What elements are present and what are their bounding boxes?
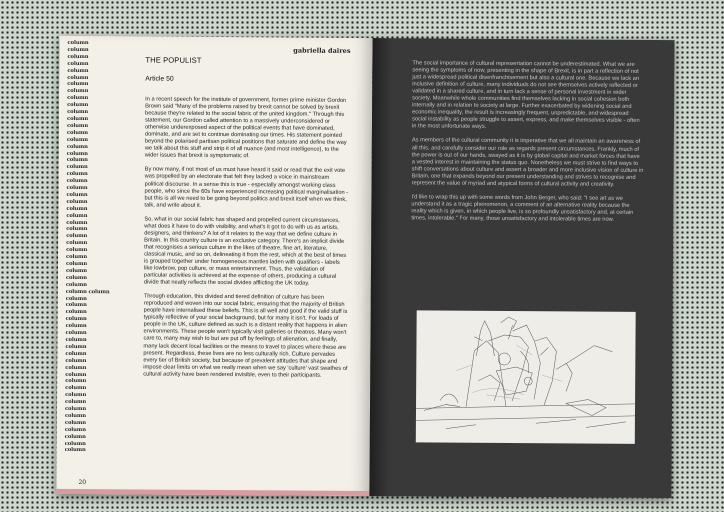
column-word: column	[67, 60, 89, 67]
column-word: column	[66, 136, 88, 143]
column-word: column	[66, 240, 88, 247]
column-word: column	[66, 164, 88, 171]
paragraph: The social importance of cultural representation cannot be underestimated. What we are seeing the symptoms of now, presenting in the shape of Brexit, is in part a reflection of not just a widespread political disenfranchisement but also a cultural one. Because we lack an inclusive definition of culture, many individuals do not see themselves actively reflected or validated in a shared culture, and in turn lack a sense of personal investment in wider society. Meanwhile whole communities find themselves lacking in social cohesion both internally and in relation to society at large. Further exacerbated by widening social and economic inequality, the result is increasingly frequent, unpredictable, and widespread social instability as people struggle to assert, express, and make themselves visible - often in the most unfortunate ways.	[411, 60, 640, 131]
column-word: column	[65, 378, 87, 385]
article-subtitle: Article 50	[145, 75, 174, 83]
magazine-spread	[56, 36, 674, 498]
column-word: column	[66, 226, 88, 233]
column-word: column	[67, 53, 89, 60]
column-word: column	[65, 295, 87, 302]
paragraph: So, what in our social fabric has shaped and propelled current circumstances, what does it have to do with visibility, and what's it got to do with us as artists, designers, and thinkers? A lot of it relates to the way that we define culture in Britain. In this country culture is an exclusive category. There's an implicit divide that recognises a serious culture in the likes of theatre, fine art, literature, classical music, and so on, delineating it from the rest, which at the best of times is grouped together under homogeneous mantles laden with qualifiers - labels like lowbrow, pop culture, or mass entertainment. Thus, the validation of particular activities is achieved at the expense of others, producing a cultural divide that neatly reflects the social divides afflicting the UK today.	[143, 216, 347, 287]
column-word: column	[66, 150, 88, 157]
paragraph: By now many, if not most of us must have heard it said or read that the exit vote was propelled by an electorate that felt they lacked a voice in mainstream political discourse. In a sense this is true - especially amongst working class people, who since the 60s have experienced increasing political marginalisation - but this is all we need to be going beyond politics and brexit itself when we think, talk, and write about it.	[144, 166, 349, 209]
paragraph: In a recent speech for the institute of government, former prime minister Gordon Brown said "Many of the problems raised by brexit cannot be solved by brexit because they're related to the social fabric of the united kingdom." Through this statement, our Gordon called attention to a massively underconsidered or otherwise underexposed aspect of the political events that have dominated, dominate, and are set to continue dominating our times. His statement pointed beyond the polarised partisan political positions that saturate and define the way we talk about this stuff and strip it of all nuance (and most intelligence), to the wider issues that brexit is symptomatic of.	[144, 96, 347, 160]
article-title: THE POPULIST	[145, 55, 202, 65]
column-word: column	[65, 260, 88, 268]
column-word: column	[67, 88, 89, 95]
column-word: column	[67, 108, 89, 116]
column-word: column	[66, 219, 88, 226]
column-word: column	[64, 419, 86, 426]
column-word: column	[66, 184, 88, 192]
column-word: column	[66, 247, 88, 254]
column-word: column	[66, 143, 88, 150]
column-word: column	[65, 385, 87, 392]
column-word: column	[67, 74, 89, 81]
column-word: column	[65, 281, 87, 288]
column-word: column	[65, 350, 87, 357]
column-word: column	[65, 371, 87, 378]
author-name: gabriella daires	[293, 46, 351, 55]
paragraph: As members of the cultural community it is imperative that we all maintain an awareness of all this, and carefully consider our role as regards present circumstances. Frankly, much of the power is out of our hands, swayed as it is by global capital and market forces that have a vested interest in maintaining the status quo. Nonetheless we must strive to find ways to shift conversations about culture and assert a broader and more inclusive vision of culture in Britain, one that expands beyond our present understanding and strives to recognise and represent the value of myriad and atypical forms of cultural activity and creativity.	[411, 137, 644, 188]
column-word: column	[66, 129, 88, 136]
column-word: column	[65, 267, 88, 274]
column-word: column	[64, 426, 86, 433]
column-word: column	[66, 198, 88, 205]
column-word: column column	[65, 288, 110, 295]
column-word: column	[67, 39, 89, 47]
paragraph: Through education, this divided and tiered definition of culture has been reproduced and woven into our social fabric, ensuring that the majority of British people have internalised these beliefs. This is all well and good if the valid stuff is typically reflective of your social background, but for many it isn't. For loads of people in the UK, culture defined as such is a distant reality that happens in alien environments. These people won't typically visit galleries or theatres. Many won't care to, many may wish to but are put off by feelings of alienation, and finally, many lack decent local facilities or the means to travel to places where these are present. Regardless, these lives are no less culturally rich. Culture pervades every tier of British society, but because of prevalent attitudes that shape and impose clear limits on what we really mean when we say 'culture' vast swathes of cultural activity have been rendered invisible, even to their participants.	[143, 293, 348, 379]
column-word: column	[64, 405, 87, 413]
column-word: column	[65, 336, 87, 344]
column-word: column	[65, 329, 87, 337]
page-edge	[56, 489, 369, 496]
column-word: column	[67, 102, 89, 109]
column-word: column	[64, 433, 86, 440]
column-word: column	[66, 191, 88, 198]
paragraph: I'd like to wrap this up with some words from John Berger, who said: "I see art as we understand it as a tragic phenomenon, a comment of an alternative reality because the reality which is given, in which people live, is so profoundly unsatisfactory and, at certain times, intolerable." For many, those unsatisfactory and intolerable times are now.	[411, 194, 634, 223]
column-word: column	[67, 95, 89, 102]
column-word: column	[65, 364, 87, 371]
column-word: column	[67, 67, 89, 74]
sketch-drawing	[416, 310, 636, 444]
right-body-text	[411, 60, 644, 231]
column-word-strip	[64, 39, 110, 455]
column-word: column	[65, 399, 87, 406]
column-word: column	[65, 323, 87, 330]
column-word: column	[64, 447, 86, 454]
column-word: column	[66, 171, 88, 178]
column-word: column	[66, 212, 88, 219]
column-word: column	[66, 205, 88, 212]
column-word: column	[65, 274, 87, 281]
column-word: column	[65, 343, 87, 350]
column-word: column	[65, 357, 87, 364]
right-page	[369, 38, 674, 498]
column-word: column	[64, 412, 87, 419]
column-word: column	[66, 122, 89, 129]
left-page	[56, 36, 372, 496]
column-word: column	[67, 115, 89, 123]
column-word: column	[67, 46, 89, 53]
page-number: 20	[78, 479, 87, 487]
column-word: column	[65, 316, 87, 323]
column-word: column	[65, 309, 87, 316]
column-word: column	[66, 157, 88, 164]
column-word: column	[65, 392, 87, 399]
column-word: column	[64, 440, 86, 447]
left-body-text	[143, 96, 350, 386]
column-word: column	[65, 302, 87, 309]
column-word: column	[66, 254, 88, 261]
sketch-illustration	[416, 310, 636, 444]
column-word: column	[66, 233, 88, 240]
column-word: column	[67, 81, 89, 88]
column-word: column	[66, 178, 88, 185]
